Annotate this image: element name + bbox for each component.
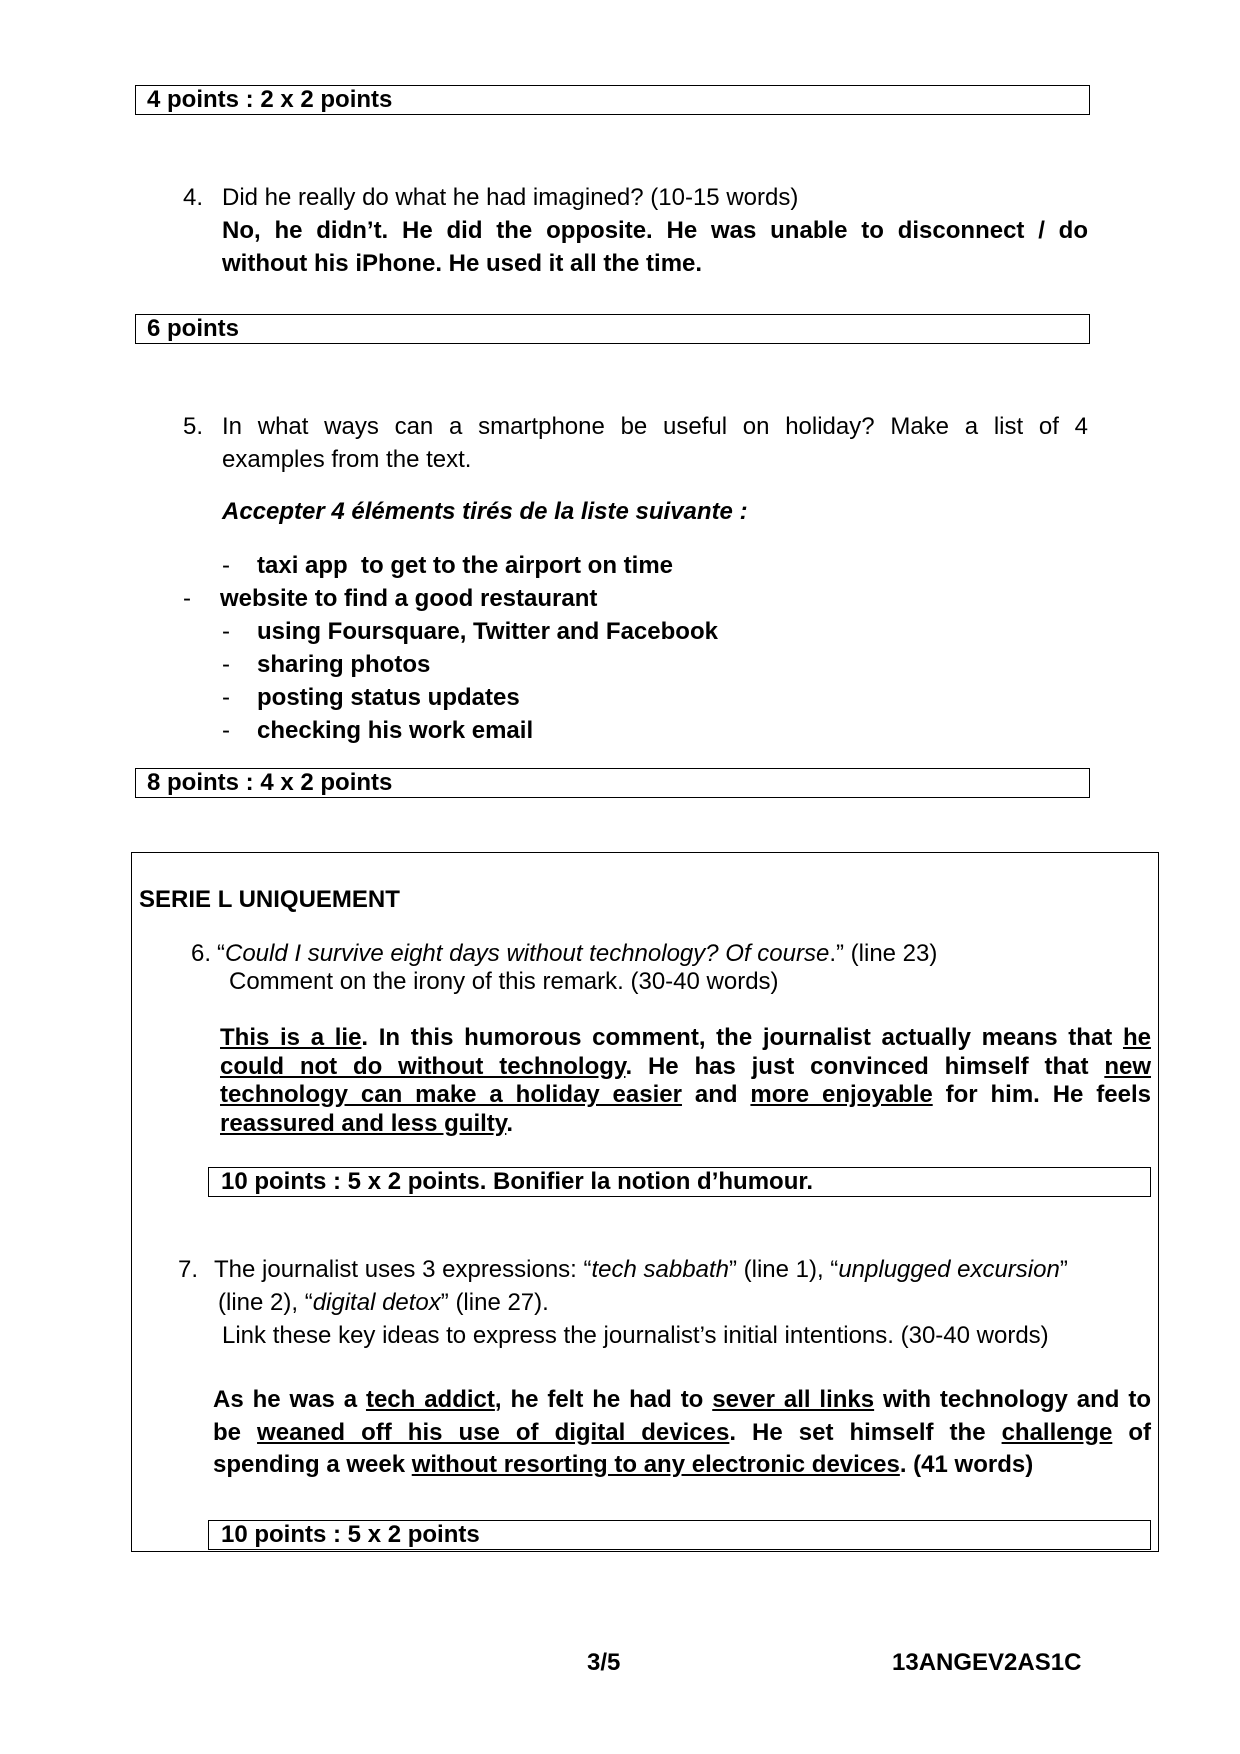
answer-text: . In this humorous comment, the journalist actually means that [361, 1024, 1123, 1051]
underlined-phrase: new [1104, 1052, 1151, 1080]
score-text: 10 points : 5 x 2 points [221, 1521, 480, 1548]
answer-line [220, 1081, 1151, 1110]
underlined-phrase: tech addict [365, 1386, 495, 1413]
underlined-phrase: could not do without technology [220, 1052, 626, 1080]
instruction: Accepter 4 éléments tirés de la liste suivante : [222, 498, 748, 525]
underlined-phrase: challenge [1001, 1418, 1113, 1446]
answer-4 [222, 214, 1088, 280]
answer-text: for him. He feels [932, 1081, 1151, 1108]
dash: - [222, 717, 230, 744]
dash: - [222, 684, 230, 711]
answer-text: with technology and to [874, 1386, 1151, 1413]
underlined-phrase: he [1122, 1024, 1151, 1051]
underlined-phrase: sever all links [712, 1386, 875, 1413]
question-5 [183, 410, 1088, 480]
question-text-part: (line 2), “ [218, 1289, 313, 1316]
dash: - [222, 552, 230, 579]
score-box [135, 768, 1090, 798]
score-text: 4 points : 2 x 2 points [147, 86, 393, 113]
answer-text: be [213, 1418, 258, 1446]
question-text: Comment on the irony of this remark. (30-40 words) [229, 968, 779, 995]
quote-text: Could I survive eight days without technology? Of course [225, 940, 830, 967]
question-line: examples from the text. [222, 446, 472, 473]
score-text: 6 points [147, 315, 240, 342]
answer-line: No, he didn’t. He did the opposite. He was unable to disconnect / do [222, 217, 1088, 244]
list-item-text: checking his work email [257, 717, 534, 744]
answer-line [220, 1024, 1151, 1053]
answer-text: , he felt he had to [494, 1386, 713, 1413]
dash: - [222, 651, 230, 678]
answer-line [213, 1384, 1151, 1417]
list-item-text: posting status updates [257, 684, 520, 711]
score-text: 10 points : 5 x 2 points. Bonifier la notion d’humour. [221, 1168, 814, 1195]
answer-text: . [506, 1109, 514, 1137]
list-item-text: taxi app to get to the airport on time [257, 552, 674, 579]
answer-text: As he was a [213, 1386, 366, 1413]
document-code: 13ANGEV2AS1C [892, 1649, 1082, 1676]
answer-text: . He set himself the [729, 1418, 1002, 1446]
underlined-phrase: without resorting to any electronic devices [411, 1451, 900, 1478]
question-text: Link these key ideas to express the journalist’s initial intentions. (30-40 words) [222, 1322, 1049, 1349]
answer-line: without his iPhone. He used it all the time. [222, 250, 703, 277]
expression: digital detox [312, 1289, 441, 1316]
question-number: 5. [183, 413, 204, 440]
question-number: 7. [178, 1256, 199, 1283]
answer-text: . (41 words) [899, 1451, 1034, 1478]
underlined-phrase: reassured and less guilty [220, 1109, 507, 1137]
list-item-text: using Foursquare, Twitter and Facebook [257, 618, 718, 645]
answer-line [220, 1053, 1151, 1082]
dash: - [183, 585, 191, 612]
quote-mark: “ [217, 940, 225, 967]
underlined-phrase: technology can make a holiday easier [220, 1081, 682, 1108]
list-item-text: sharing photos [257, 651, 431, 678]
question-text-part: ” [1059, 1256, 1068, 1283]
score-box [135, 314, 1090, 344]
section-heading: SERIE L UNIQUEMENT [139, 886, 400, 913]
score-box [135, 85, 1090, 115]
answer-text: of [1112, 1418, 1151, 1446]
expression: tech sabbath [591, 1256, 729, 1283]
question-text-part: ” (line 1), “ [728, 1256, 839, 1283]
list-item-text: website to find a good restaurant [220, 585, 598, 612]
question-text [214, 1253, 1068, 1286]
answer-6 [220, 1024, 1151, 1138]
page-number: 3/5 [587, 1649, 621, 1676]
score-text: 8 points : 4 x 2 points [147, 769, 393, 796]
answer-text: spending a week [213, 1451, 412, 1478]
question-text-part: ” (line 27). [440, 1289, 549, 1316]
question-text-part: The journalist uses 3 expressions: “ [214, 1256, 592, 1283]
answer-line [213, 1449, 1151, 1482]
question-number: 6. [191, 940, 212, 967]
answer-7 [213, 1384, 1151, 1482]
question-text: Did he really do what he had imagined? (10-15 words) [222, 184, 799, 211]
quote-ref: .” (line 23) [829, 940, 938, 967]
question-text [218, 1286, 549, 1319]
score-box [208, 1167, 1151, 1197]
answer-line [220, 1110, 1151, 1139]
answer-text: and [681, 1081, 751, 1108]
question-7 [178, 1253, 1153, 1353]
question-line: In what ways can a smartphone be useful on holiday? Make a list of 4 [222, 413, 1088, 440]
underlined-phrase: This is a lie [220, 1024, 362, 1051]
underlined-phrase: more enjoyable [750, 1081, 933, 1108]
expression: unplugged excursion [838, 1256, 1060, 1283]
answer-text: . He has just convinced himself that [625, 1052, 1105, 1080]
answer-line [213, 1417, 1151, 1450]
underlined-phrase: weaned off his use of digital devices [257, 1418, 730, 1446]
question-number: 4. [183, 184, 204, 211]
dash: - [222, 618, 230, 645]
score-box [208, 1520, 1151, 1550]
question-6 [191, 937, 1151, 1003]
